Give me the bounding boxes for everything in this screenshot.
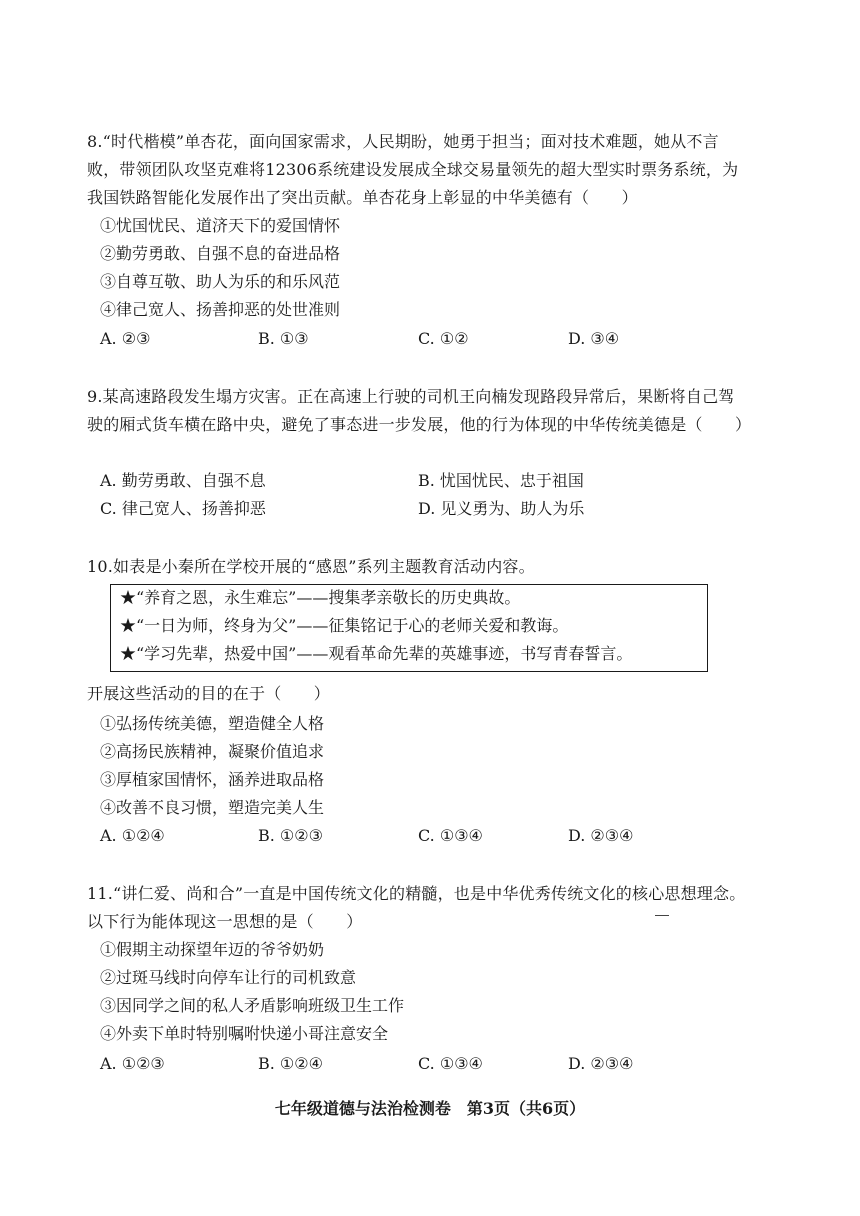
question-8-option-1: ①忧国忧民、道济天下的爱国情怀 [100, 216, 341, 235]
question-11-stem: 11.“讲仁爱、尚和合”一直是中国传统文化的精髓，也是中华优秀传统文化的核心思想理念。以下行为能体现这一思想的是（ ） [87, 884, 746, 931]
question-11-option-2: ②过斑马线时向停车让行的司机致意 [100, 968, 357, 987]
scan-mark [655, 915, 669, 916]
question-10-choice-a: A. ①②④ [100, 826, 165, 845]
question-8-stem: 8.“时代楷模”单杏花，面向国家需求，人民期盼，她勇于担当；面对技术难题，她从不言败，带领团队攻坚克难将12306系统建设发展成全球交易量领先的超大型实时票务系统，为我国铁路智能化发展作出了突出贡献。单杏花身上彰显的中华美德有（ ） [87, 132, 739, 207]
question-10-choice-c: C. ①③④ [418, 826, 483, 845]
question-10-option-1: ①弘扬传统美德，塑造健全人格 [100, 714, 325, 733]
question-9-choice-b: B. 忧国忧民、忠于祖国 [418, 471, 584, 490]
question-8-choice-a: A. ②③ [100, 329, 151, 348]
activity-row-1: ★“养育之恩，永生难忘”——搜集孝亲敬长的历史典故。 [120, 588, 521, 607]
activity-row-3: ★“学习先辈，热爱中国”——观看革命先辈的英雄事迹，书写青春誓言。 [120, 644, 633, 663]
question-8-choice-d: D. ③④ [568, 329, 620, 348]
question-9-choice-a: A. 勤劳勇敢、自强不息 [100, 471, 266, 490]
question-11-choice-d: D. ②③④ [568, 1054, 634, 1073]
question-11-option-4: ④外卖下单时特别嘱咐快递小哥注意安全 [100, 1024, 389, 1043]
question-8-choice-c: C. ①② [418, 329, 469, 348]
activity-row-2: ★“一日为师，终身为父”——征集铭记于心的老师关爱和教诲。 [120, 616, 569, 635]
question-10-option-2: ②高扬民族精神，凝聚价值追求 [100, 742, 325, 761]
question-10-choice-b: B. ①②③ [258, 826, 323, 845]
question-8-option-4: ④律己宽人、扬善抑恶的处世准则 [100, 300, 341, 319]
question-8-option-3: ③自尊互敬、助人为乐的和乐风范 [100, 272, 341, 291]
question-11-option-1: ①假期主动探望年迈的爷爷奶奶 [100, 940, 325, 959]
question-9-choice-d: D. 见义勇为、助人为乐 [418, 499, 585, 518]
question-11-choice-b: B. ①②④ [258, 1054, 323, 1073]
question-10-choice-d: D. ②③④ [568, 826, 634, 845]
question-11-choice-a: A. ①②③ [100, 1054, 165, 1073]
question-10-prompt: 开展这些活动的目的在于（ ） [87, 684, 331, 703]
page-footer: 七年级道德与法治检测卷 第3页（共6页） [274, 1099, 586, 1118]
question-10-stem: 10.如表是小秦所在学校开展的“感恩”系列主题教育活动内容。 [87, 557, 535, 576]
question-9-stem: 9.某高速路段发生塌方灾害。正在高速上行驶的司机王向楠发现路段异常后，果断将自己驾驶的厢式货车横在路中央，避免了事态进一步发展，他的行为体现的中华传统美德是（ ） [87, 387, 752, 434]
question-11-option-3: ③因同学之间的私人矛盾影响班级卫生工作 [100, 996, 405, 1015]
question-10-option-4: ④改善不良习惯，塑造完美人生 [100, 798, 325, 817]
question-8-option-2: ②勤劳勇敢、自强不息的奋进品格 [100, 244, 341, 263]
question-10-option-3: ③厚植家国情怀，涵养进取品格 [100, 770, 325, 789]
question-9-choice-c: C. 律己宽人、扬善抑恶 [100, 499, 266, 518]
question-11-choice-c: C. ①③④ [418, 1054, 483, 1073]
question-8-choice-b: B. ①③ [258, 329, 309, 348]
